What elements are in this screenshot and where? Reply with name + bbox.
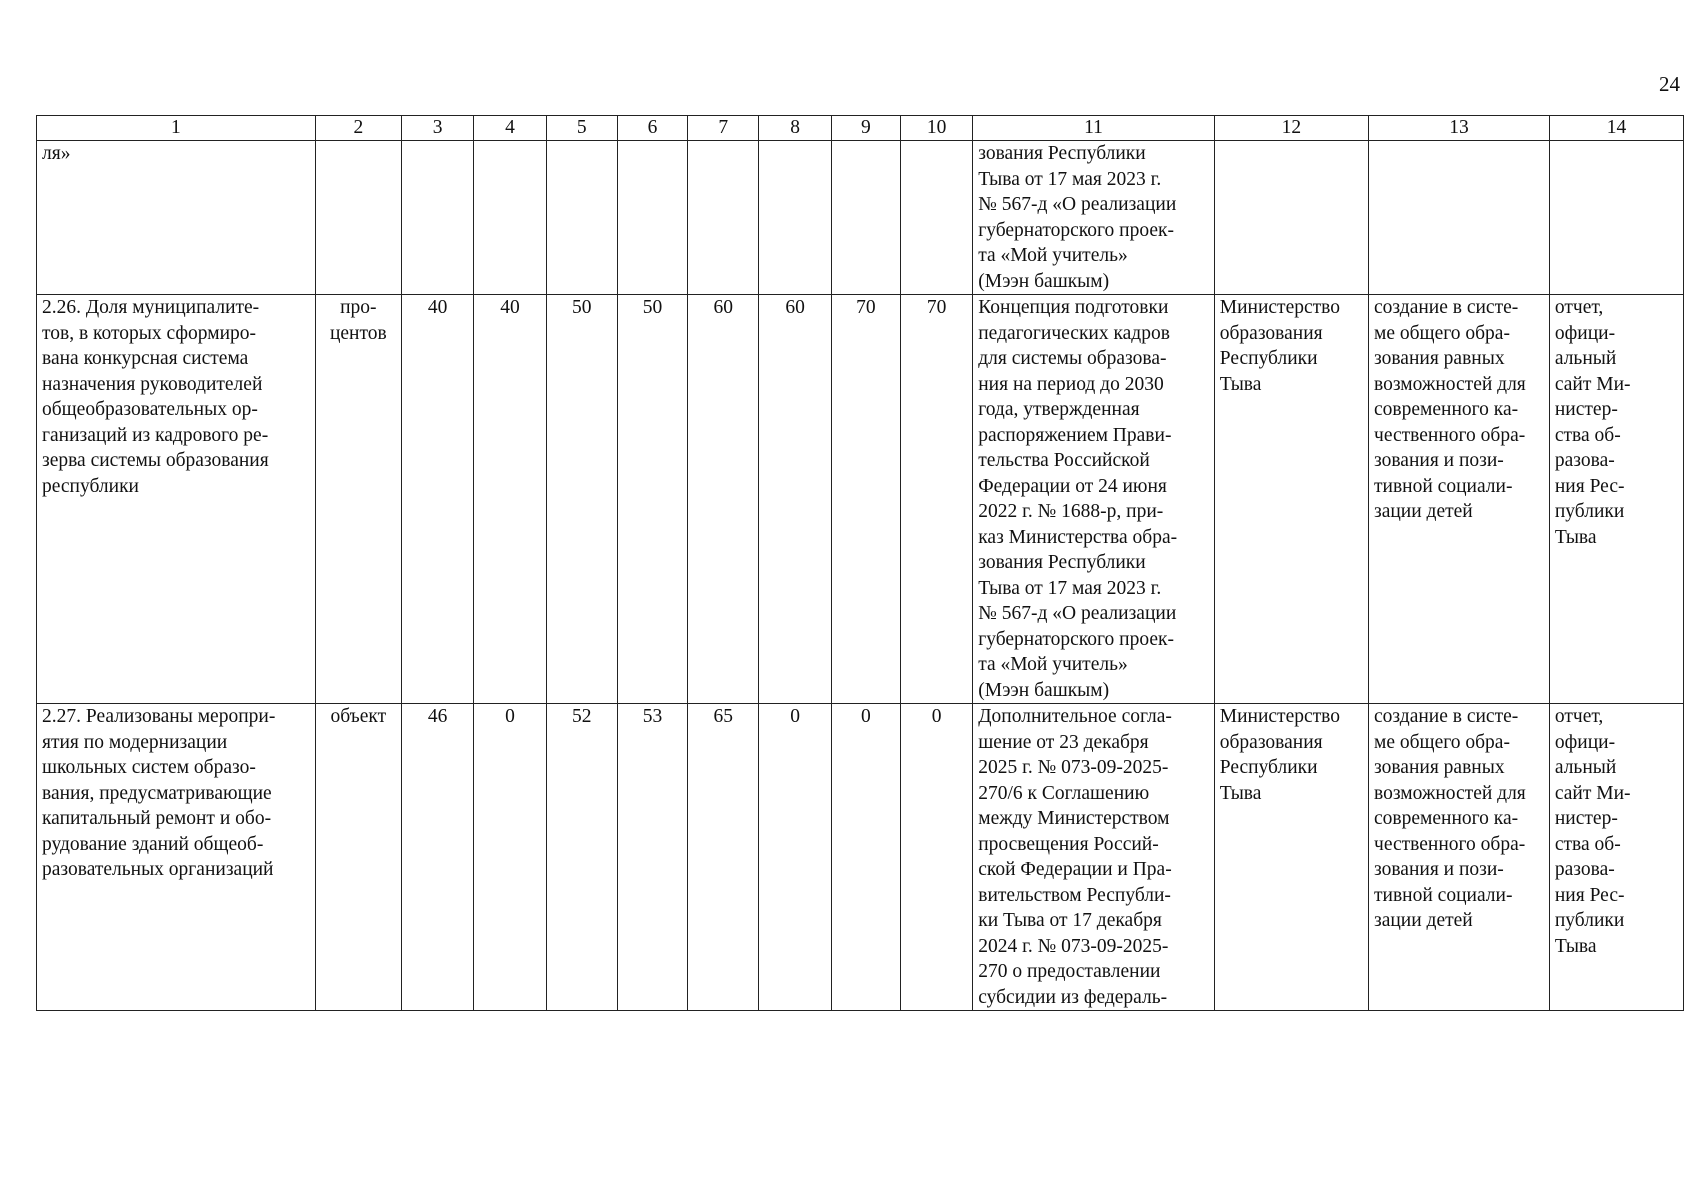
header-cell: 9 [831, 116, 900, 141]
value-cell: 52 [546, 704, 617, 1011]
value-cell [546, 141, 617, 295]
value-cell [474, 141, 546, 295]
header-cell: 12 [1214, 116, 1368, 141]
value-cell [900, 141, 972, 295]
value-cell: 50 [617, 295, 687, 704]
value-cell: 0 [831, 704, 900, 1011]
responsible-cell [1214, 141, 1368, 295]
value-cell: 0 [900, 704, 972, 1011]
value-cell: 60 [688, 295, 759, 704]
header-cell: 11 [973, 116, 1215, 141]
responsible-cell: Министерство образования Республики Тыва [1214, 704, 1368, 1011]
goal-cell [1369, 141, 1550, 295]
basis-document-cell: зования Республики Тыва от 17 мая 2023 г. № 567-д «О реализации губернаторского проек- та «Мой учитель» (Мээн башкым) [973, 141, 1215, 295]
value-cell [831, 141, 900, 295]
header-cell: 10 [900, 116, 972, 141]
value-cell [617, 141, 687, 295]
basis-document-cell: Концепция подготовки педагогических кадров для системы образова- ния на период до 2030 года, утвержденная распоряжением Прави- тельства Российской Федерации от 24 июня 2022 г. № 1688-р, при- каз Министерства обра- зования Республики Тыва от 17 мая 2023 г. № 567-д «О реализации губернаторского проек- та «Мой учитель» (Мээн башкым) [973, 295, 1215, 704]
table-row [37, 704, 1684, 1011]
value-cell [688, 141, 759, 295]
header-cell: 6 [617, 116, 687, 141]
goal-cell: создание в систе- ме общего обра- зования равных возможностей для современного ка- чественного обра- зования и пози- тивной социали- зации детей [1369, 704, 1550, 1011]
header-cell: 13 [1369, 116, 1550, 141]
header-cell: 2 [315, 116, 401, 141]
table-header-row [37, 116, 1684, 141]
header-cell: 14 [1549, 116, 1683, 141]
source-cell: отчет, офици- альный сайт Ми- нистер- ства об- разова- ния Рес- публики Тыва [1549, 295, 1683, 704]
value-cell: 65 [688, 704, 759, 1011]
header-cell: 5 [546, 116, 617, 141]
source-cell [1549, 141, 1683, 295]
value-cell: 40 [474, 295, 546, 704]
responsible-cell: Министерство образования Республики Тыва [1214, 295, 1368, 704]
goal-cell: создание в систе- ме общего обра- зования равных возможностей для современного ка- чественного обра- зования и пози- тивной социали- зации детей [1369, 295, 1550, 704]
value-cell: 53 [617, 704, 687, 1011]
basis-document-cell: Дополнительное согла- шение от 23 декабря 2025 г. № 073-09-2025- 270/6 к Соглашению между Министерством просвещения Россий- ской Федерации и Пра- вительством Республи- ки Тыва от 17 декабря 2024 г. № 073-09-2025- 270 о предоставлении субсидии из федераль- [973, 704, 1215, 1011]
header-cell: 3 [401, 116, 473, 141]
value-cell: 60 [759, 295, 831, 704]
value-cell: 70 [831, 295, 900, 704]
unit-cell: про- центов [315, 295, 401, 704]
value-cell: 50 [546, 295, 617, 704]
table-row [37, 141, 1684, 295]
page-number: 24 [1659, 72, 1680, 96]
indicator-name-cell: ля» [37, 141, 316, 295]
table-row [37, 295, 1684, 704]
header-cell: 1 [37, 116, 316, 141]
value-cell: 70 [900, 295, 972, 704]
header-cell: 7 [688, 116, 759, 141]
header-cell: 4 [474, 116, 546, 141]
indicators-table [36, 115, 1684, 1011]
value-cell: 0 [759, 704, 831, 1011]
unit-cell: объект [315, 704, 401, 1011]
header-cell: 8 [759, 116, 831, 141]
source-cell: отчет, офици- альный сайт Ми- нистер- ства об- разова- ния Рес- публики Тыва [1549, 704, 1683, 1011]
indicator-name-cell: 2.26. Доля муниципалите- тов, в которых сформиро- вана конкурсная система назначения руководителей общеобразовательных ор- ганизаций из кадрового ре- зерва системы образования республики [37, 295, 316, 704]
value-cell [401, 141, 473, 295]
unit-cell [315, 141, 401, 295]
value-cell: 40 [401, 295, 473, 704]
value-cell: 0 [474, 704, 546, 1011]
value-cell [759, 141, 831, 295]
indicator-name-cell: 2.27. Реализованы меропри- ятия по модернизации школьных систем образо- вания, предусматривающие капитальный ремонт и обо- рудование зданий общеоб- разовательных организаций [37, 704, 316, 1011]
value-cell: 46 [401, 704, 473, 1011]
